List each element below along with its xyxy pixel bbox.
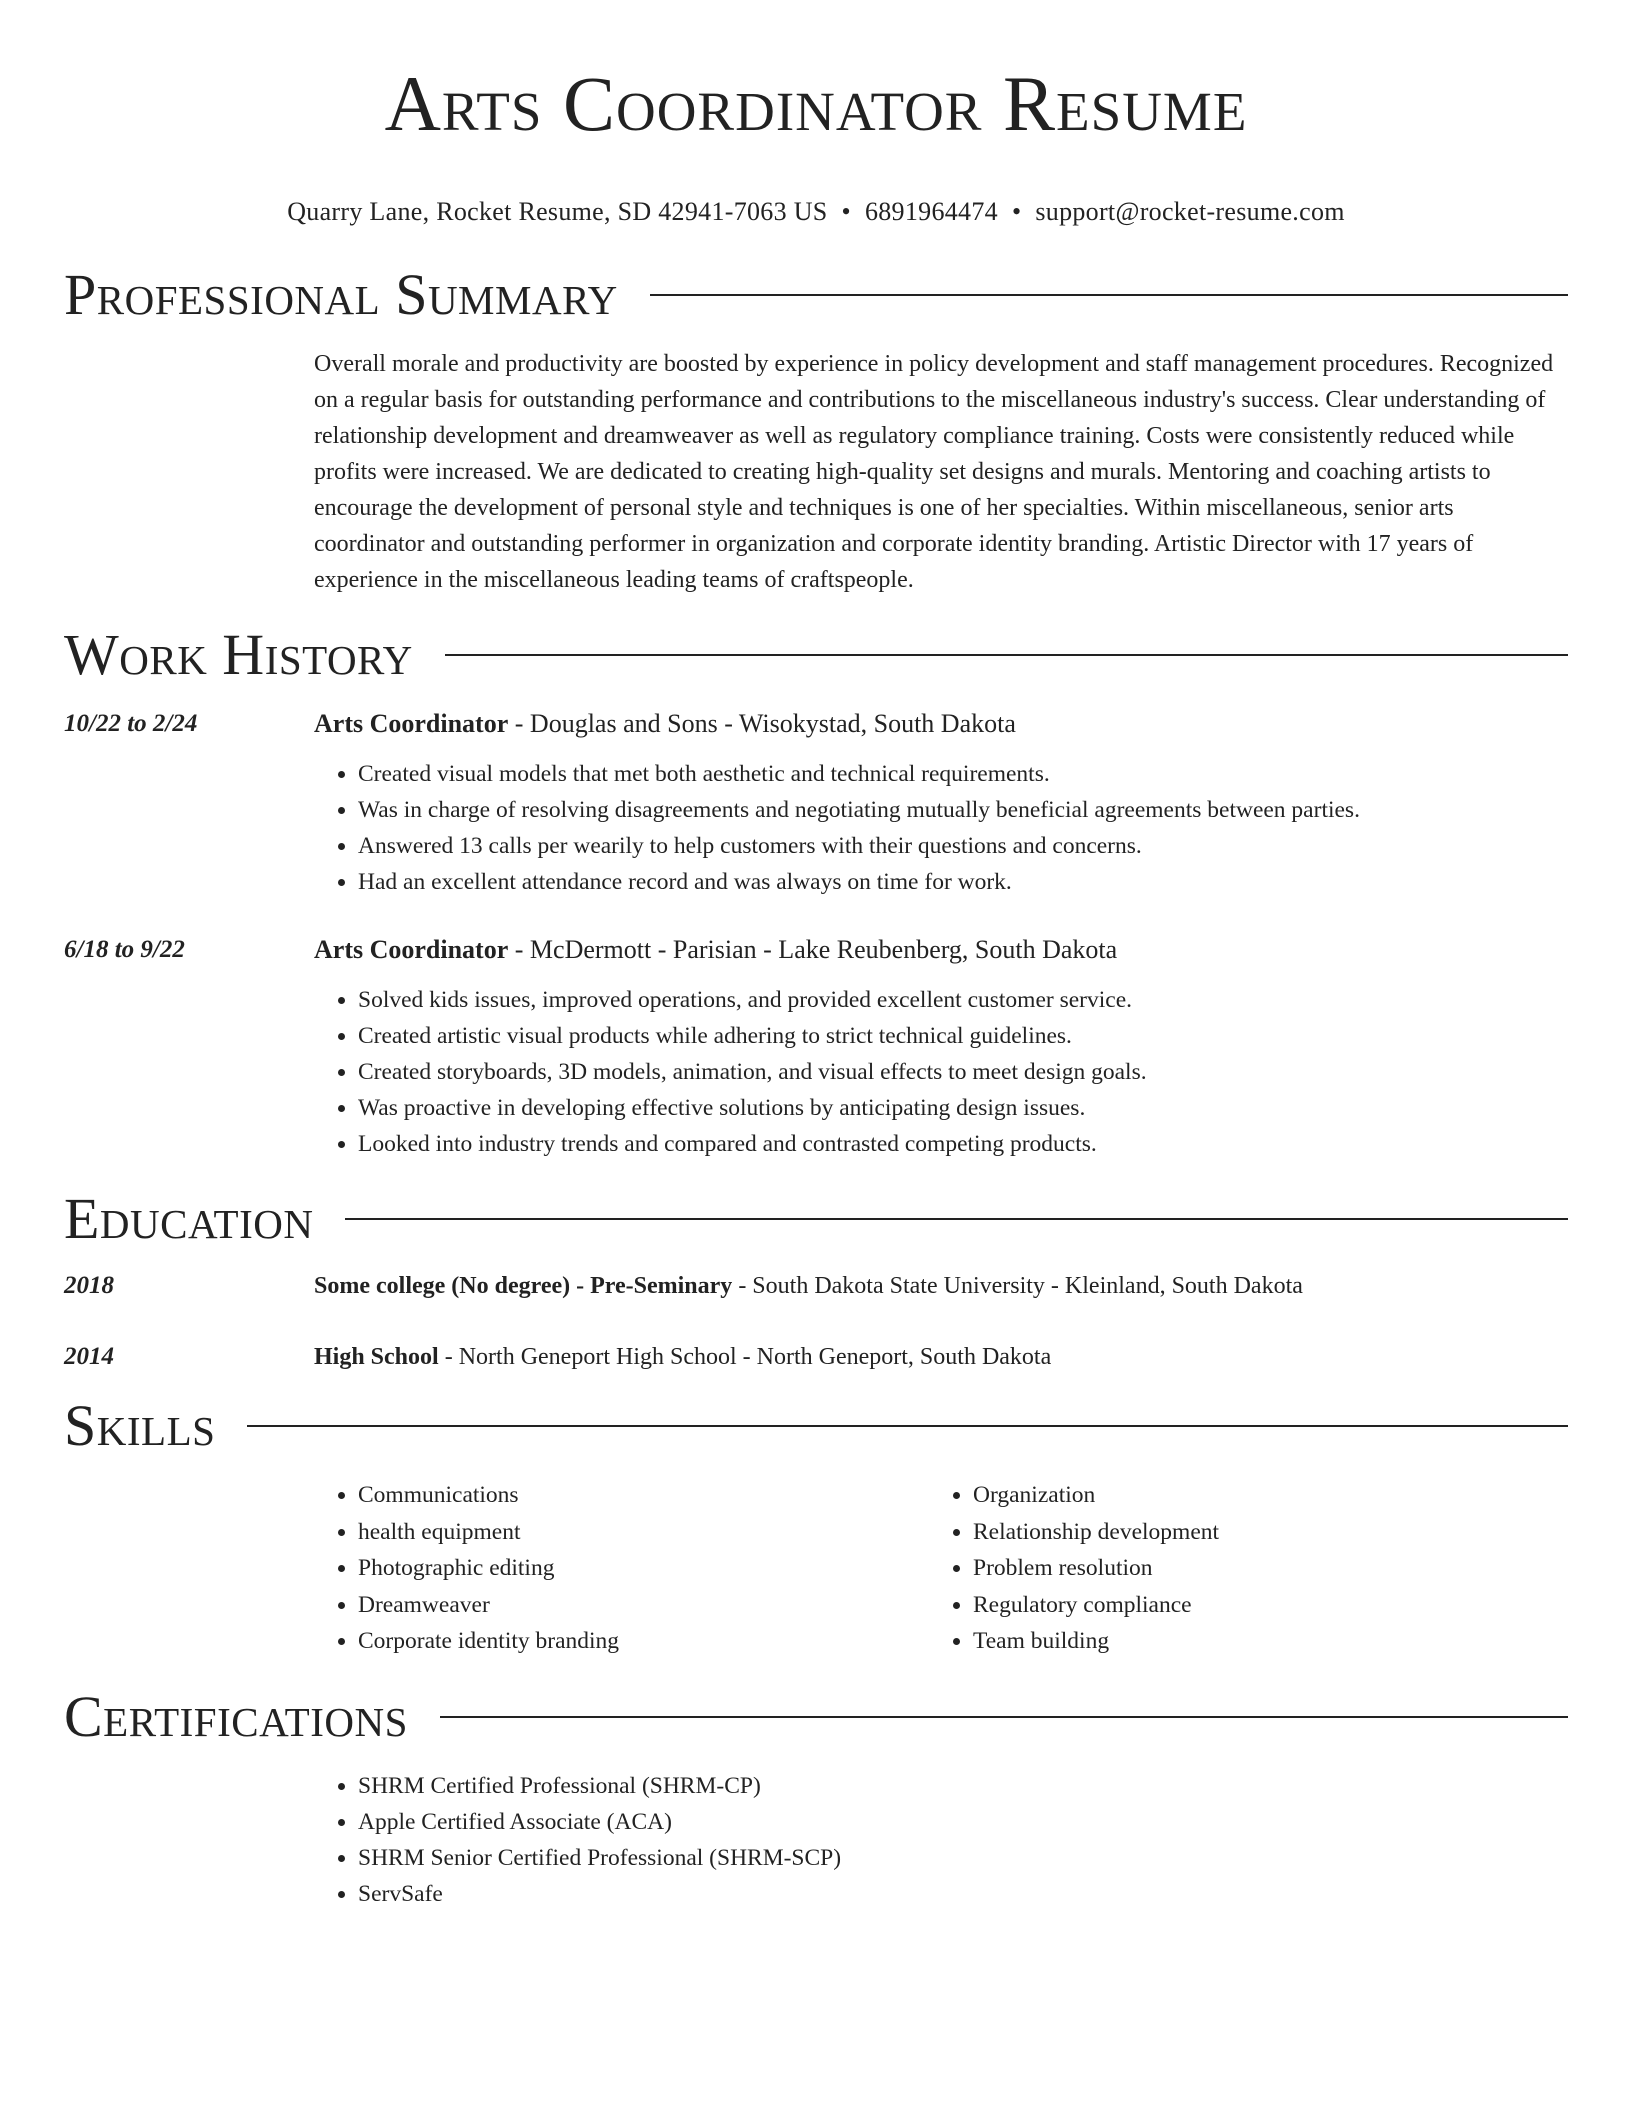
list-item: • Created visual models that met both aesthetic and technical requirements. [358, 756, 1568, 792]
job-title: Arts Coordinator [314, 935, 509, 964]
certification-item: • ServSafe [358, 1876, 1568, 1912]
certification-item: • Apple Certified Associate (ACA) [358, 1804, 1568, 1840]
contact-email: support@rocket-resume.com [1035, 197, 1345, 226]
list-item: • Created artistic visual products while adhering to strict technical guidelines. [358, 1018, 1568, 1054]
education-school-location: - South Dakota State University - Kleinland, South Dakota [732, 1273, 1303, 1299]
education-heading: Education [64, 1186, 314, 1251]
skill-item: • Team building [973, 1623, 1544, 1660]
skill-item: • Organization [973, 1477, 1544, 1514]
certifications-section-header [64, 1684, 1568, 1750]
education-school-location: - North Geneport High School - North Geneport, South Dakota [438, 1344, 1052, 1370]
education-year: 2014 [64, 1343, 114, 1370]
job-dates: 6/18 to 9/22 [64, 936, 185, 963]
skills-list-left [314, 1477, 929, 1660]
contact-phone: 6891964474 [864, 197, 998, 226]
job-heading [314, 706, 1568, 742]
list-item: • Solved kids issues, improved operations, and provided excellent customer service. [358, 982, 1568, 1018]
job-entry [64, 706, 1568, 900]
certifications-row [64, 1768, 1568, 1912]
contact-separator: • [1011, 197, 1022, 226]
skill-item: • health equipment [358, 1514, 929, 1551]
contact-address: Quarry Lane, Rocket Resume, SD 42941-7063 US [287, 197, 828, 226]
education-entry [64, 1268, 1568, 1304]
skills-left-spacer [64, 1477, 314, 1660]
resume-title: Arts Coordinator Resume [384, 60, 1248, 147]
job-heading [314, 932, 1568, 968]
section-divider [247, 1425, 1568, 1427]
job-entry [64, 932, 1568, 1162]
list-item: • Had an excellent attendance record and was always on time for work. [358, 864, 1568, 900]
skills-section-header [64, 1393, 1568, 1459]
job-duties-list [314, 982, 1568, 1162]
skill-item: • Dreamweaver [358, 1587, 929, 1624]
summary-left-spacer [64, 346, 314, 598]
section-divider [345, 1218, 1568, 1220]
contact-line [64, 196, 1568, 228]
work-section-header [64, 622, 1568, 688]
job-employer-location: - Douglas and Sons - Wisokystad, South Dakota [508, 709, 1016, 738]
summary-heading: Professional Summary [64, 262, 618, 327]
skill-item: • Problem resolution [973, 1550, 1544, 1587]
education-degree: Some college (No degree) - Pre-Seminary [314, 1273, 733, 1299]
skills-heading: Skills [64, 1393, 216, 1458]
certifications-list [314, 1768, 1568, 1912]
education-year: 2018 [64, 1272, 114, 1299]
education-section-header [64, 1186, 1568, 1252]
list-item: • Created storyboards, 3D models, animation, and visual effects to meet design goals. [358, 1054, 1568, 1090]
list-item: • Looked into industry trends and compared and contrasted competing products. [358, 1126, 1568, 1162]
skills-columns [314, 1477, 1568, 1660]
job-dates: 10/22 to 2/24 [64, 710, 198, 737]
skill-item: • Regulatory compliance [973, 1587, 1544, 1624]
certifications-heading: Certifications [64, 1683, 408, 1749]
job-title: Arts Coordinator [314, 709, 509, 738]
summary-row [64, 346, 1568, 598]
education-entry [64, 1339, 1568, 1375]
summary-section-header [64, 262, 1568, 328]
skill-item: • Communications [358, 1477, 929, 1514]
contact-separator: • [841, 197, 851, 226]
certification-item: • SHRM Certified Professional (SHRM-CP) [358, 1768, 1568, 1804]
skill-item: • Relationship development [973, 1514, 1544, 1551]
job-employer-location: - McDermott - Parisian - Lake Reubenberg, South Dakota [508, 935, 1118, 964]
skill-item: • Photographic editing [358, 1550, 929, 1587]
certification-item: • SHRM Senior Certified Professional (SHRM-SCP) [358, 1840, 1568, 1876]
list-item: • Was in charge of resolving disagreements and negotiating mutually beneficial agreements between parties. [358, 792, 1568, 828]
certifications-left-spacer [64, 1768, 314, 1912]
education-degree: High School [314, 1344, 439, 1370]
job-duties-list [314, 756, 1568, 900]
list-item: • Answered 13 calls per wearily to help customers with their questions and concerns. [358, 828, 1568, 864]
section-divider [440, 1716, 1568, 1718]
skills-list-right [929, 1477, 1544, 1660]
list-item: • Was proactive in developing effective solutions by anticipating design issues. [358, 1090, 1568, 1126]
section-divider [445, 654, 1568, 656]
section-divider [650, 294, 1568, 296]
summary-text: Overall morale and productivity are boosted by experience in policy development and staff management procedures. Recognized on a regular basis for outstanding performance and contributions to the miscellaneous industry's success. Clear understanding of relationship development and dreamweaver as well as regulatory compliance training. Costs were consistently reduced while profits were increased. We are dedicated to creating high-quality set designs and murals. Mentoring and coaching artists to encourage the development of personal style and techniques is one of her specialties. Within miscellaneous, senior arts coordinator and outstanding performer in organization and corporate identity branding. Artistic Director with 17 years of experience in the miscellaneous leading teams of craftspeople. [314, 351, 1554, 593]
skills-row [64, 1477, 1568, 1660]
skill-item: • Corporate identity branding [358, 1623, 929, 1660]
work-heading: Work History [64, 622, 413, 687]
